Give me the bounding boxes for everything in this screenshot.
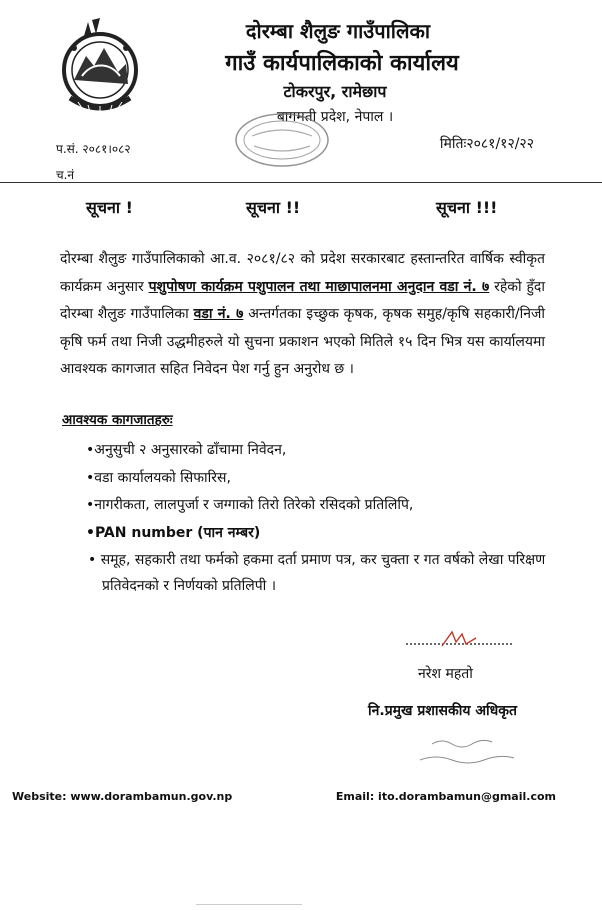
body-text-3: अन्तर्गतका इच्छुक कृषक, कृषक समुह/कृषि सहकारी/निजी कृषि फर्म तथा निजी उद्धमीहरुले यो सुचना प्रकाशन भएको मितिले १५ दिन भित्र यस कार्यालयमा आवश्यक कागजात सहित निवेदन पेश गर्नु हुन अनुरोध छ । [60, 306, 545, 377]
letter-date: मितिः२०८१/१२/२२ [439, 136, 534, 152]
ward-number: वडा नं. ७ [193, 306, 244, 322]
bottom-scan-mark [196, 904, 302, 905]
program-name: पशुपोषण कार्यक्रम पशुपालन तथा माछापालनमा अनुदान वडा नं. ७ [148, 278, 490, 295]
reference-number: प.सं. २०८१।०८२ [56, 142, 131, 156]
list-item [86, 520, 556, 548]
list-item-text: •PAN number (पान नम्बर) [86, 524, 261, 541]
requirements-title: आवश्यक कागजातहरुः [62, 412, 173, 428]
body-text-2: रहेको हुँदा दोरम्बा शैलुङ गाउँपालिका [60, 278, 545, 322]
signatory-title: नि.प्रमुख प्रशासकीय अधिकृत [368, 703, 517, 719]
notice-heading-3: सूचना !!! [436, 198, 498, 217]
list-item: •नागरीकता, लालपुर्जा र जग्गाको तिरो तिरेको रसिदको प्रतिलिपि, [86, 497, 414, 513]
requirements-list [86, 437, 556, 594]
notice-heading-1: सूचना ! [86, 198, 133, 217]
dispatch-number: च.नं [56, 168, 75, 182]
office-location: टोकरपुर, रामेछाप [283, 82, 387, 101]
notice-heading-2: सूचना !! [246, 198, 301, 217]
header-divider [0, 182, 602, 183]
notice-body [60, 246, 545, 384]
office-stamp [232, 112, 332, 172]
list-item: •अनुसुची २ अनुसारको ढाँचामा निवेदन, [86, 442, 287, 458]
office-province: बागमती प्रदेश, नेपाल । [276, 109, 394, 125]
signature-stamp [412, 736, 522, 770]
footer-website: Website: www.dorambamun.gov.np [12, 790, 233, 803]
body-text-1: दोरम्बा शैलुङ गाउँपालिकाको आ.व. २०८१/८२ को प्रदेश सरकारबाट हस्तान्तरित वार्षिक स्वीकृत कार्यक्रम अनुसार [60, 251, 545, 295]
government-emblem-logo [52, 14, 148, 118]
list-item: •वडा कार्यालयको सिफारिस, [86, 469, 231, 486]
municipality-name: दोरम्बा शैलुङ गाउँपालिका [245, 19, 431, 43]
signatory-name: नरेश महतो [418, 666, 473, 682]
signature-mark [406, 628, 514, 648]
list-item: • समूह, सहकारी तथा फर्मको हकमा दर्ता प्रमाण पत्र, कर चुक्ता र गत वर्षको लेखा परिक्षण प्रतिवेदनको र निर्णयको प्रतिलिपी । [88, 552, 546, 594]
footer-email: Email: ito.dorambamun@gmail.com [335, 790, 556, 803]
office-name: गाउँ कार्यपालिकाको कार्यालय [225, 51, 459, 76]
